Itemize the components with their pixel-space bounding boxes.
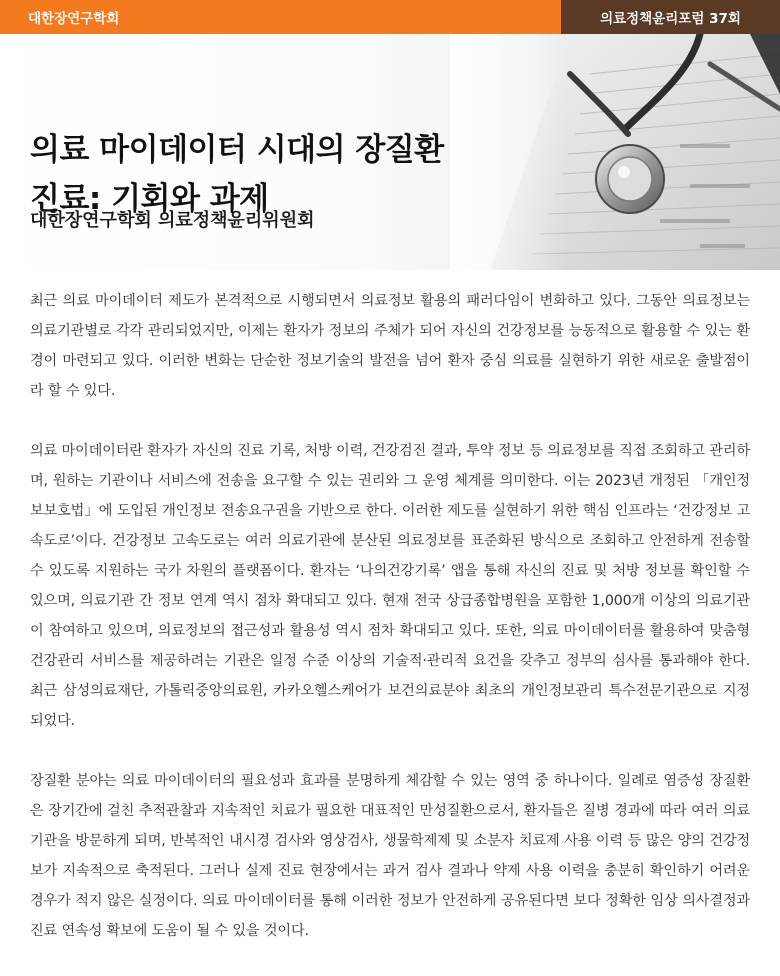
title-line-2: 진료: 기회와 과제 [30,181,269,217]
paragraph-1: 최근 의료 마이데이터 제도가 본격적으로 시행되면서 의료정보 활용의 패러다임이 변화하고 있다. 그동안 의료정보는 의료기관별로 각각 관리되었지만, 이제는 환자가 정보의 주체가 되어 자신의 건강정보를 능동적으로 활용할 수 있는 환경이 마련되고 있다. 이러한 변화는 단순한 정보기술의 발전을 넘어 환자 중심 의료를 실현하기 위한 새로운 출발점이라 할 수 있다. [30,293,750,399]
hero-section [0,34,780,270]
article-body [30,286,750,976]
stethoscope-document-image [450,34,780,270]
top-banner [0,0,780,34]
paragraph-2: 의료 마이데이터란 환자가 자신의 진료 기록, 처방 이력, 건강검진 결과, 투약 정보 등 의료정보를 직접 조회하고 관리하며, 원하는 기관이나 서비스에 전송을 요구할 수 있는 권리와 그 운영 체계를 의미한다. 이는 2023년 개정된 「개인정보보호법」에 도입된 개인정보 전송요구권을 기반으로 한다. 이러한 제도를 실현하기 위한 핵심 인프라는 ‘건강정보 고속도로’이다. 건강정보 고속도로는 여러 의료기관에 분산된 의료정보를 표준화된 방식으로 조회하고 안전하게 전송할 수 있도록 지원하는 국가 차원의 플랫폼이다. 환자는 ‘나의건강기록’ 앱을 통해 자신의 진료 및 처방 정보를 확인할 수 있으며, 의료기관 간 정보 연계 역시 점차 확대되고 있다. 현재 전국 상급종합병원을 포함한 1,000개 이상의 의료기관이 참여하고 있으며, 의료정보의 접근성과 활용성 역시 점차 확대되고 있다. 또한, 의료 마이데이터를 활용하여 맞춤형 건강관리 서비스를 제공하려는 기관은 일정 수준 이상의 기술적·관리적 요건을 갖추고 정부의 심사를 통과해야 한다. 최근 삼성의료재단, 가톨릭중앙의료원, 카카오헬스케어가 보건의료분야 최초의 개인정보관리 특수전문기관으로 지정되었다. [30,443,750,729]
paragraph-3: 장질환 분야는 의료 마이데이터의 필요성과 효과를 분명하게 체감할 수 있는 영역 중 하나이다. 일례로 염증성 장질환은 장기간에 걸친 추적관찰과 지속적인 치료가 필요한 대표적인 만성질환으로서, 환자들은 질병 경과에 따라 여러 의료기관을 방문하게 되며, 반복적인 내시경 검사와 영상검사, 생물학제제 및 소분자 치료제 사용 이력 등 많은 양의 건강정보가 지속적으로 축적된다. 그러나 실제 진료 현장에서는 과거 검사 결과나 약제 사용 이력을 충분히 확인하기 어려운 경우가 적지 않은 실정이다. 의료 마이데이터를 통해 이러한 정보가 안전하게 공유된다면 보다 정확한 임상 의사결정과 진료 연속성 확보에 도움이 될 수 있을 것이다. [30,773,751,939]
forum-label: 의료정책윤리포럼 37회 [561,0,780,34]
title-line-1: 의료 마이데이터 시대의 장질환 [30,132,444,168]
org-name: 대한장연구학회 [0,0,561,34]
page-subtitle: 대한장연구학회 의료정책윤리위원회 [30,210,315,231]
